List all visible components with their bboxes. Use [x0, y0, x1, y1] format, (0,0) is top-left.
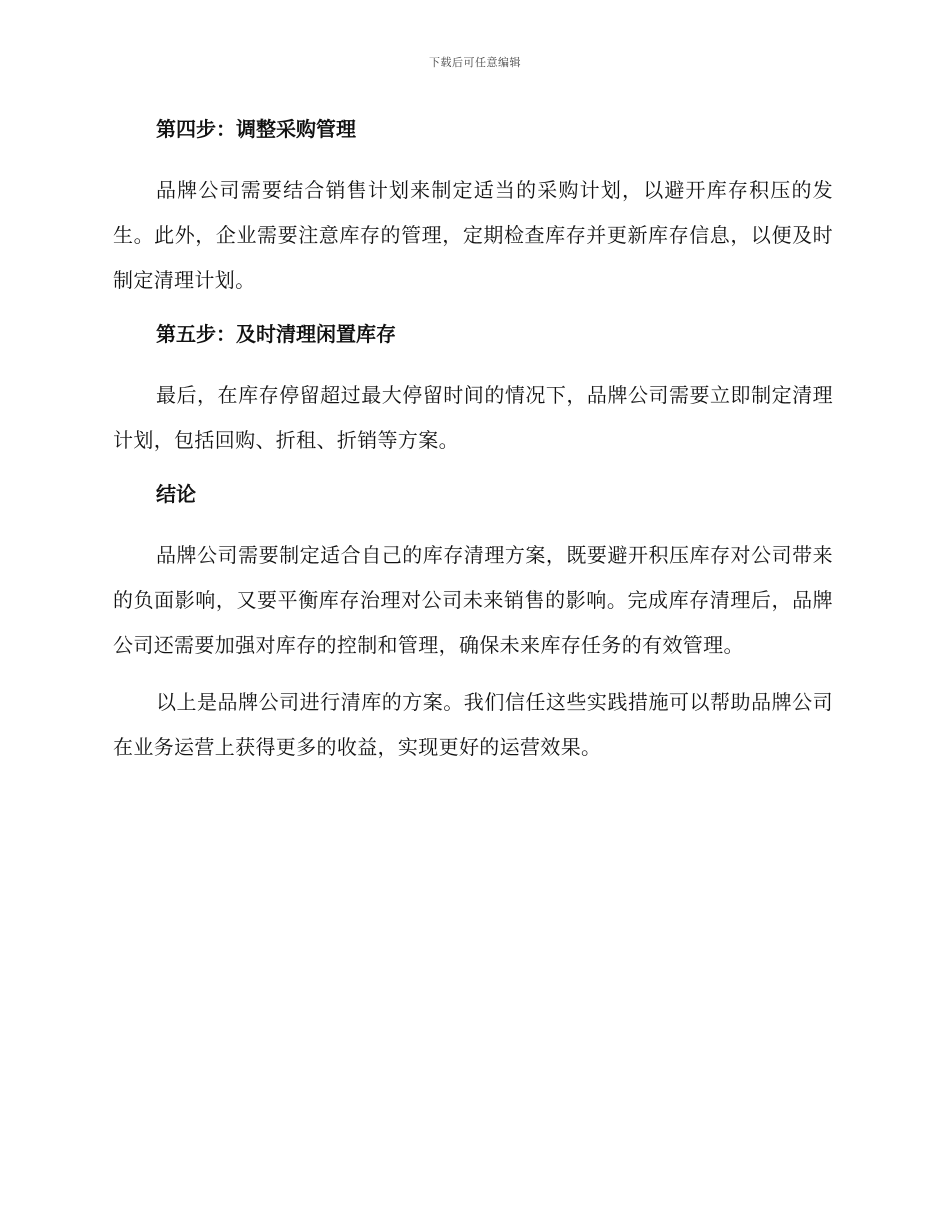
spacer [113, 513, 833, 533]
spacer [113, 668, 833, 680]
section-heading-step4: 第四步：调整采购管理 [156, 117, 356, 141]
page-header-note: 下载后可任意编辑 [429, 56, 521, 69]
document-body [113, 110, 833, 770]
spacer [113, 353, 833, 373]
section-heading-step5: 第五步：及时清理闲置库存 [156, 322, 396, 346]
section-paragraph-step5: 最后，在库存停留超过最大停留时间的情况下，品牌公司需要立即制定清理计划，包括回购、折租、折销等方案。 [113, 383, 833, 452]
section-heading-conclusion: 结论 [156, 482, 196, 506]
section-paragraph-step4: 品牌公司需要结合销售计划来制定适当的采购计划，以避开库存积压的发生。此外，企业需要注意库存的管理，定期检查库存并更新库存信息，以便及时制定清理计划。 [113, 178, 833, 292]
spacer [113, 148, 833, 168]
spacer [113, 303, 833, 315]
spacer [113, 463, 833, 475]
closing-paragraph: 以上是品牌公司进行清库的方案。我们信任这些实践措施可以帮助品牌公司在业务运营上获得更多的收益，实现更好的运营效果。 [113, 690, 833, 759]
section-paragraph-conclusion: 品牌公司需要制定适合自己的库存清理方案，既要避开积压库存对公司带来的负面影响，又要平衡库存治理对公司未来销售的影响。完成库存清理后，品牌公司还需要加强对库存的控制和管理，确保未来库存任务的有效管理。 [113, 543, 833, 657]
